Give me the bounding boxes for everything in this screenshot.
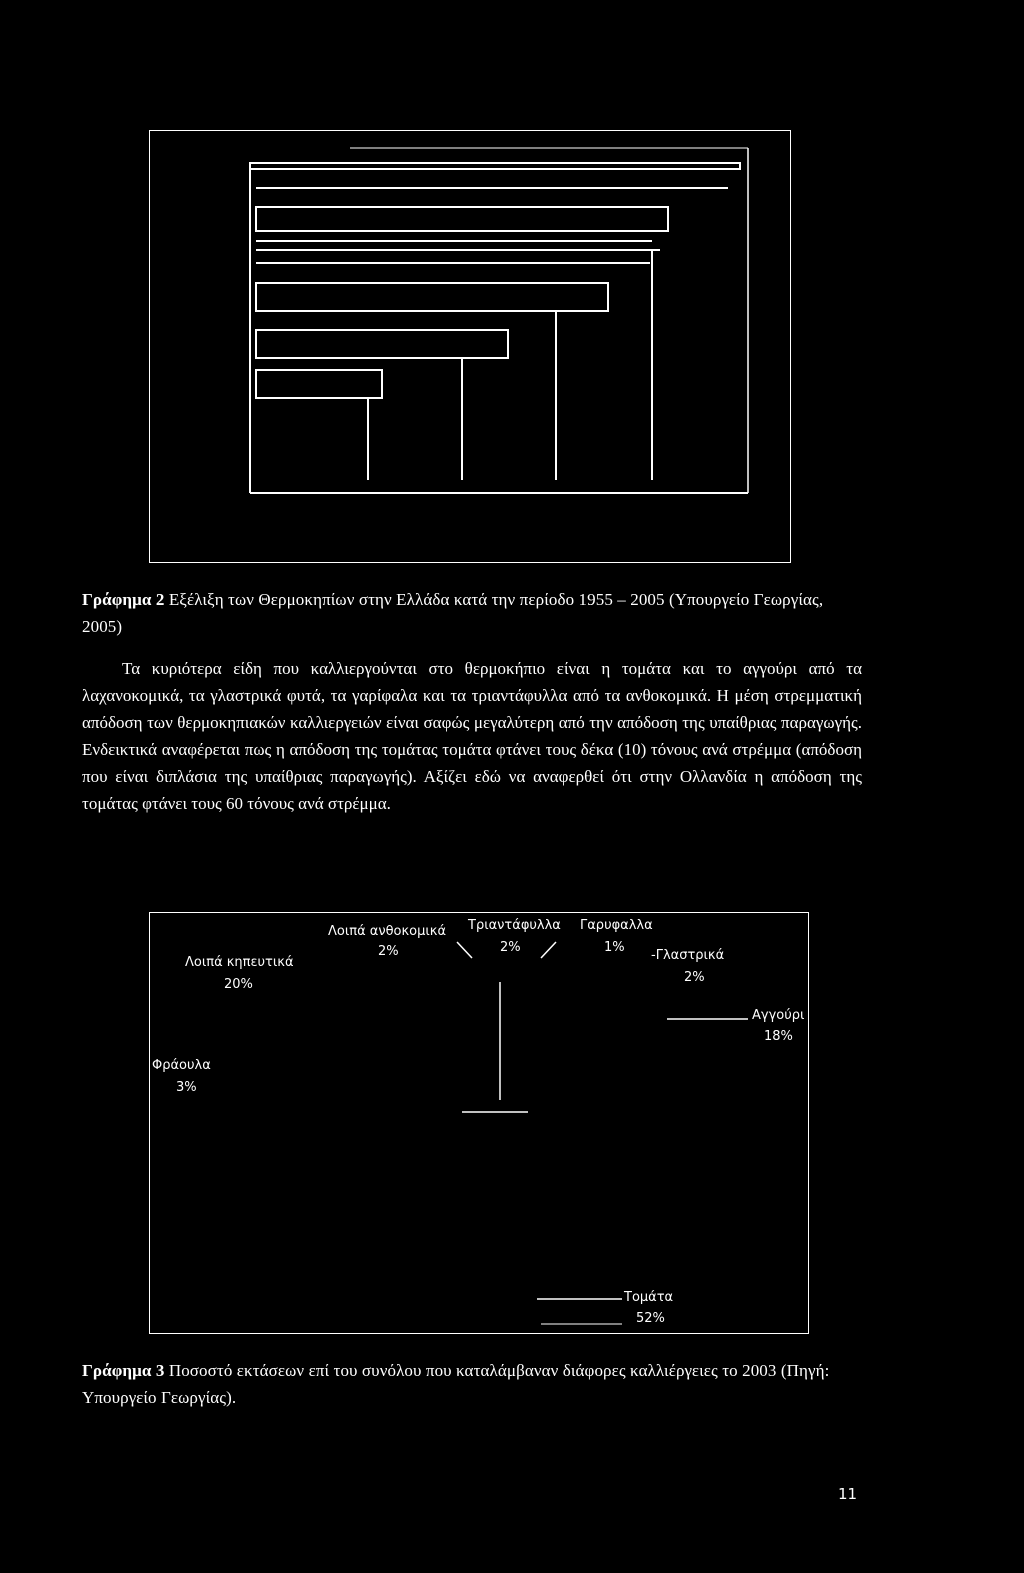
leader-triantafylla <box>457 942 472 958</box>
figure3-caption <box>82 1357 872 1411</box>
leader-garyfalla <box>541 942 556 958</box>
figure3-caption-label: Γράφημα 3 <box>82 1361 165 1380</box>
pie-value-triantafylla: 2% <box>500 940 521 955</box>
pie-label-triantafylla: Τριαντάφυλλα <box>468 918 561 933</box>
figure2-caption-label: Γράφημα 2 <box>82 590 165 609</box>
pie-label-glastrika-text: Γλαστρικά <box>655 948 725 963</box>
pie-label-glastrika: -Γλαστρικά <box>651 948 725 963</box>
pie-value-fraoula: 3% <box>176 1080 197 1095</box>
pie-label-tomata: Τομάτα <box>624 1290 674 1305</box>
pie-value-loipa-anthokomika: 2% <box>378 944 399 959</box>
pie-label-aggouri: Αγγούρι <box>752 1008 805 1023</box>
pie-value-garyfalla: 1% <box>604 940 625 955</box>
pie-value-glastrika: 2% <box>684 970 705 985</box>
pie-label-loipa-kipeftika: Λοιπά κηπευτικά <box>185 955 294 970</box>
pie-value-aggouri: 18% <box>764 1029 793 1044</box>
figure2-caption-text: Εξέλιξη των Θερμοκηπίων στην Ελλάδα κατά την περίοδο 1955 – 2005 (Υπουργείο Γεωργίας, 2005) <box>82 590 824 636</box>
pie-value-tomata: 52% <box>636 1311 665 1326</box>
pie-label-loipa-anthokomika: Λοιπά ανθοκομικά <box>328 924 447 939</box>
figure3-caption-text: Ποσοστό εκτάσεων επί του συνόλου που καταλάμβαναν διάφορες καλλιέργειες το 2003 (Πηγή: Υπουργείο Γεωργίας). <box>82 1361 830 1407</box>
body-paragraph: Τα κυριότερα είδη που καλλιεργούνται στο θερμοκήπιο είναι η τομάτα και το αγγούρι από τα λαχανοκομικά, τα γλαστρικά φυτά, τα γαρίφαλα και τα τριαντάφυλλα από τα ανθοκομικά. Η μέση στρεμματική απόδοση των θερμοκηπιακών καλλιεργειών είναι σαφώς μεγαλύτερη από την απόδοση της υπαίθριας παραγωγής. Ενδεικτικά αναφέρεται πως η απόδοση της τομάτας τομάτα φτάνει τους δέκα (10) τόνους ανά στρέμμα (απόδοση που είναι διπλάσια της υπαίθριας παραγωγής). Αξίζει εδώ να αναφερθεί ότι στην Ολλανδία η απόδοση της τομάτας φτάνει τους 60 τόνους ανά στρέμμα. <box>82 659 862 813</box>
page-number: 11 <box>838 1485 858 1503</box>
pie-label-garyfalla: Γαρυφαλλα <box>580 918 653 933</box>
pie-label-fraoula: Φράουλα <box>152 1058 211 1073</box>
pie-value-loipa-kipeftika: 20% <box>224 977 253 992</box>
